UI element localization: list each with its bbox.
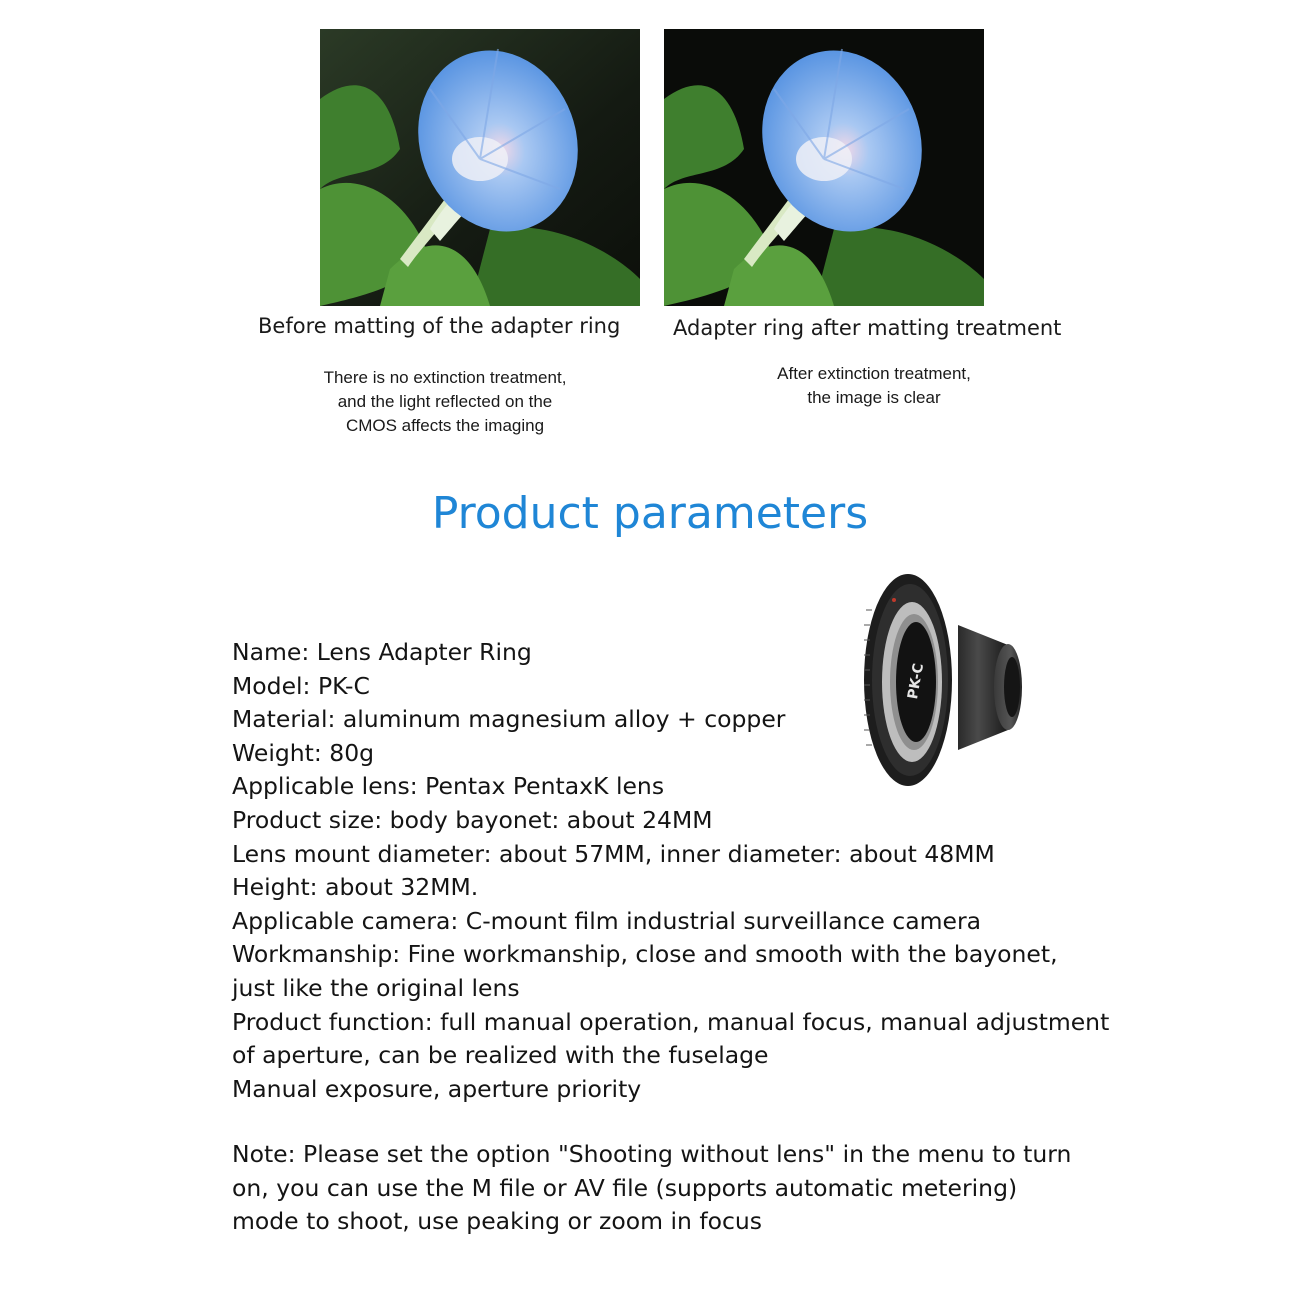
- after-matting-photo: [664, 29, 984, 306]
- before-description-line: and the light reflected on the: [337, 392, 553, 411]
- param-line: Name: Lens Adapter Ring: [232, 638, 532, 666]
- product-parameters-list: [232, 636, 1192, 1106]
- param-line: Manual exposure, aperture priority: [232, 1074, 642, 1103]
- param-line: just like the original lens: [232, 973, 520, 1002]
- param-line: Height: about 32MM.: [232, 873, 479, 902]
- before-caption: Before matting of the adapter ring: [258, 314, 621, 338]
- param-line: Model: PK-C: [232, 671, 370, 700]
- param-line: Weight: 80g: [232, 738, 375, 767]
- after-description: [674, 362, 1074, 410]
- before-matting-photo: [320, 29, 640, 306]
- product-label: PK-C: [905, 662, 928, 701]
- param-line: of aperture, can be realized with the fuselage: [232, 1041, 769, 1070]
- before-description-line: CMOS affects the imaging: [345, 416, 545, 435]
- param-line: Workmanship: Fine workmanship, close and smooth with the bayonet,: [232, 940, 1058, 969]
- note-line: on, you can use the M file or AV file (supports automatic metering): [232, 1173, 1018, 1202]
- note-line: mode to shoot, use peaking or zoom in focus: [232, 1207, 763, 1236]
- param-line: Material: aluminum magnesium alloy + copper: [232, 705, 786, 734]
- before-description-line: There is no extinction treatment,: [323, 368, 567, 387]
- param-line: Lens mount diameter: about 57MM, inner diameter: about 48MM: [232, 839, 995, 868]
- section-title: Product parameters: [431, 488, 869, 539]
- after-description-line: the image is clear: [807, 388, 941, 407]
- usage-note: [232, 1138, 1192, 1239]
- before-description: [245, 366, 645, 438]
- param-line: Product function: full manual operation, manual focus, manual adjustment: [232, 1007, 1110, 1036]
- note-line: Note: Please set the option "Shooting without lens" in the menu to turn: [232, 1140, 1072, 1168]
- after-caption: Adapter ring after matting treatment: [673, 316, 1062, 340]
- param-line: Product size: body bayonet: about 24MM: [232, 805, 713, 834]
- param-line: Applicable camera: C-mount film industrial surveillance camera: [232, 906, 982, 935]
- param-line: Applicable lens: Pentax PentaxK lens: [232, 772, 665, 801]
- after-description-line: After extinction treatment,: [777, 364, 971, 383]
